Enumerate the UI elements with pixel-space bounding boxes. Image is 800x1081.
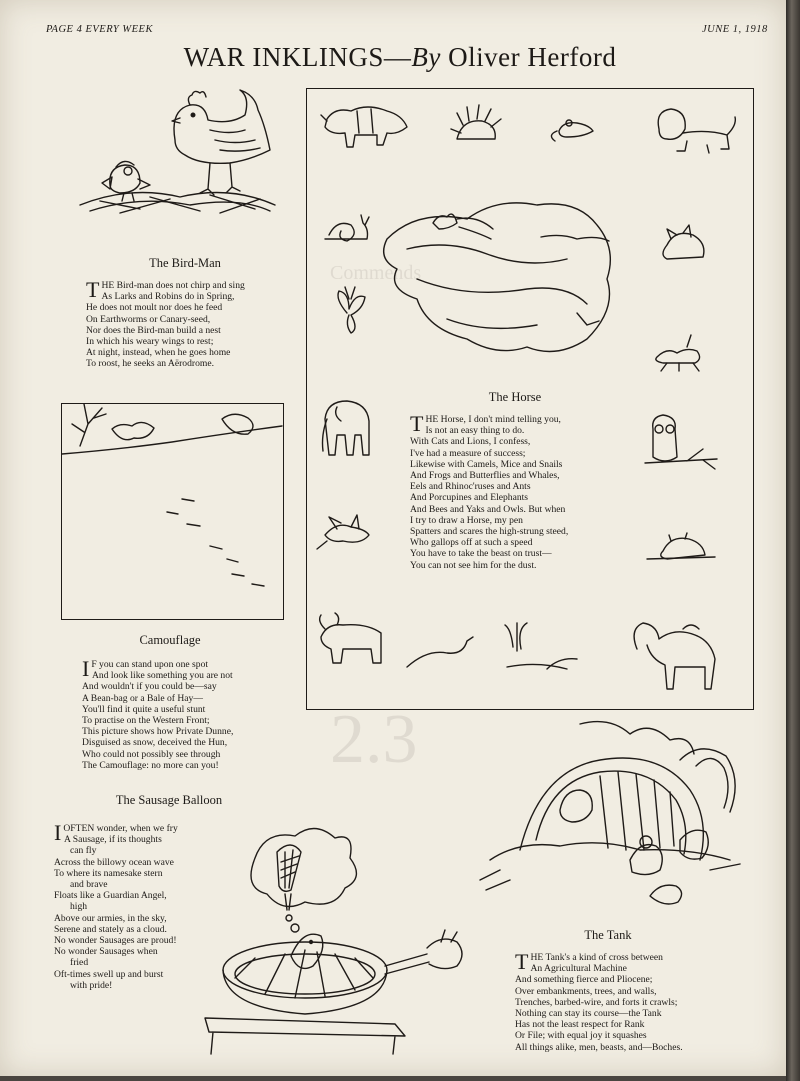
poem-line: With Cats and Lions, I confess,: [410, 436, 531, 448]
poem-line: Spatters and scares the high-strung steed,: [410, 526, 569, 538]
tank-illustration: [480, 720, 745, 910]
title-by: By: [411, 42, 441, 72]
poem-line: A Sausage, if its thoughts: [64, 834, 162, 846]
show-through-text: Commends: [330, 262, 422, 284]
poem-line: The Camouflage: no more can you!: [82, 759, 219, 771]
poem-line: Nothing can stay its course—the Tank: [515, 1008, 662, 1020]
poem-line: high: [70, 901, 88, 913]
poem-line: And wouldn't if you could be—say: [82, 681, 217, 693]
sausage-frying-pan-illustration: [195, 818, 470, 1058]
poem-line: and brave: [70, 879, 108, 891]
poem-line: Eels and Rhinoc'ruses and Ants: [410, 481, 531, 493]
poem-line: Is not an easy thing to do.: [425, 425, 525, 437]
poem-line: HE Bird-man does not chirp and sing: [101, 280, 245, 291]
poem-line: You have to take the beast on trust—: [410, 548, 552, 560]
poem-line: Who gallops off at such a speed: [410, 537, 533, 549]
poem-line: And Bees and Yaks and Owls. But when: [410, 503, 566, 515]
tank-dropcap: T: [515, 949, 529, 974]
poem-line: And Frogs and Butterflies and Whales,: [410, 470, 560, 482]
poem-line: Oft-times swell up and burst: [54, 968, 164, 980]
tank-poem: [515, 949, 683, 1053]
poem-line: No wonder Sausages when: [54, 946, 158, 958]
poem-line: I try to draw a Horse, my pen: [410, 514, 523, 526]
poem-line: To practise on the Western Front;: [82, 715, 210, 727]
poem-line: Trenches, barbed-wire, and forts it crawls;: [515, 996, 678, 1008]
poem-line: Disguised as snow, deceived the Hun,: [82, 737, 228, 749]
title-author: Oliver Herford: [440, 42, 617, 72]
poem-line: On Earthworms or Canary-seed,: [86, 313, 211, 325]
title-main: WAR INKLINGS—: [183, 42, 412, 72]
poem-line: HE Tank's a kind of cross between: [530, 952, 663, 963]
poem-line: And something fierce and Pliocene;: [515, 974, 653, 986]
poem-line: Across the billowy ocean wave: [54, 856, 174, 868]
poem-line: And look like something you are not: [92, 670, 233, 682]
sausage-poem: [54, 820, 190, 991]
bird-man-dropcap: T: [86, 277, 100, 302]
binding-edge: [786, 0, 800, 1081]
poem-line: This picture shows how Private Dunne,: [82, 726, 234, 738]
poem-line: All things alike, men, beasts, and—Boches.: [515, 1041, 683, 1053]
poem-line: An Agricultural Machine: [530, 963, 627, 975]
camouflage-title: Camouflage: [139, 633, 201, 647]
poem-line: Serene and stately as a cloud.: [54, 923, 167, 935]
bird-man-title: The Bird-Man: [149, 256, 221, 270]
show-through-numerals: 2.3: [330, 701, 418, 778]
poem-line: F you can stand upon one spot: [91, 659, 209, 670]
poem-line: Over embankments, trees, and walls,: [515, 985, 657, 997]
poem-line: Who could not possibly see through: [82, 748, 221, 760]
bird-man-poem: [86, 277, 245, 370]
poem-line: And Porcupines and Elephants: [410, 492, 529, 504]
poem-line: fried: [70, 957, 89, 969]
poem-line: Floats like a Guardian Angel,: [54, 890, 167, 902]
poem-line: In which his weary wings to rest;: [86, 336, 214, 348]
running-head-date: JUNE 1, 1918: [702, 24, 768, 35]
poem-line: can fly: [70, 845, 97, 857]
poem-line: Likewise with Camels, Mice and Snails: [410, 458, 563, 470]
poem-line: You can not see him for the dust.: [410, 559, 537, 571]
poem-line: I've had a measure of success;: [410, 447, 526, 459]
horse-poem: [410, 411, 569, 571]
poem-line: As Larks and Robins do in Spring,: [101, 291, 235, 303]
poem-line: A Bean-bag or a Bale of Hay—: [82, 692, 203, 704]
sausage-title: The Sausage Balloon: [115, 793, 223, 807]
camouflage-poem: [82, 656, 234, 771]
horse-dropcap: T: [410, 411, 424, 436]
tank-title: The Tank: [584, 928, 632, 942]
poem-line: To roost, he seeks an Aërodrome.: [86, 358, 215, 370]
poem-line: Above our armies, in the sky,: [54, 912, 167, 924]
bird-man-illustration: [80, 85, 280, 220]
poem-line: Has not the least respect for Rank: [515, 1019, 645, 1031]
horse-title: The Horse: [488, 390, 542, 404]
poem-line: He does not moult nor does he feed: [86, 302, 223, 314]
poem-line: To where its namesake stern: [54, 867, 163, 879]
camouflage-dropcap: I: [82, 656, 90, 681]
poem-line: No wonder Sausages are proud!: [54, 935, 177, 947]
poem-line: You'll find it quite a useful stunt: [82, 703, 206, 715]
poem-line: with pride!: [70, 979, 113, 991]
poem-line: HE Horse, I don't mind telling you,: [425, 414, 561, 425]
poem-line: OFTEN wonder, when we fry: [63, 823, 178, 834]
camouflage-illustration: [62, 404, 282, 618]
sausage-dropcap: I: [54, 820, 62, 845]
poem-line: Or File; with equal joy it squashes: [515, 1030, 647, 1042]
poem-line: Nor does the Bird-man build a nest: [86, 324, 221, 336]
running-head-left: PAGE 4 EVERY WEEK: [46, 24, 153, 35]
poem-line: At night, instead, when he goes home: [86, 347, 231, 359]
page-title: [0, 42, 800, 73]
